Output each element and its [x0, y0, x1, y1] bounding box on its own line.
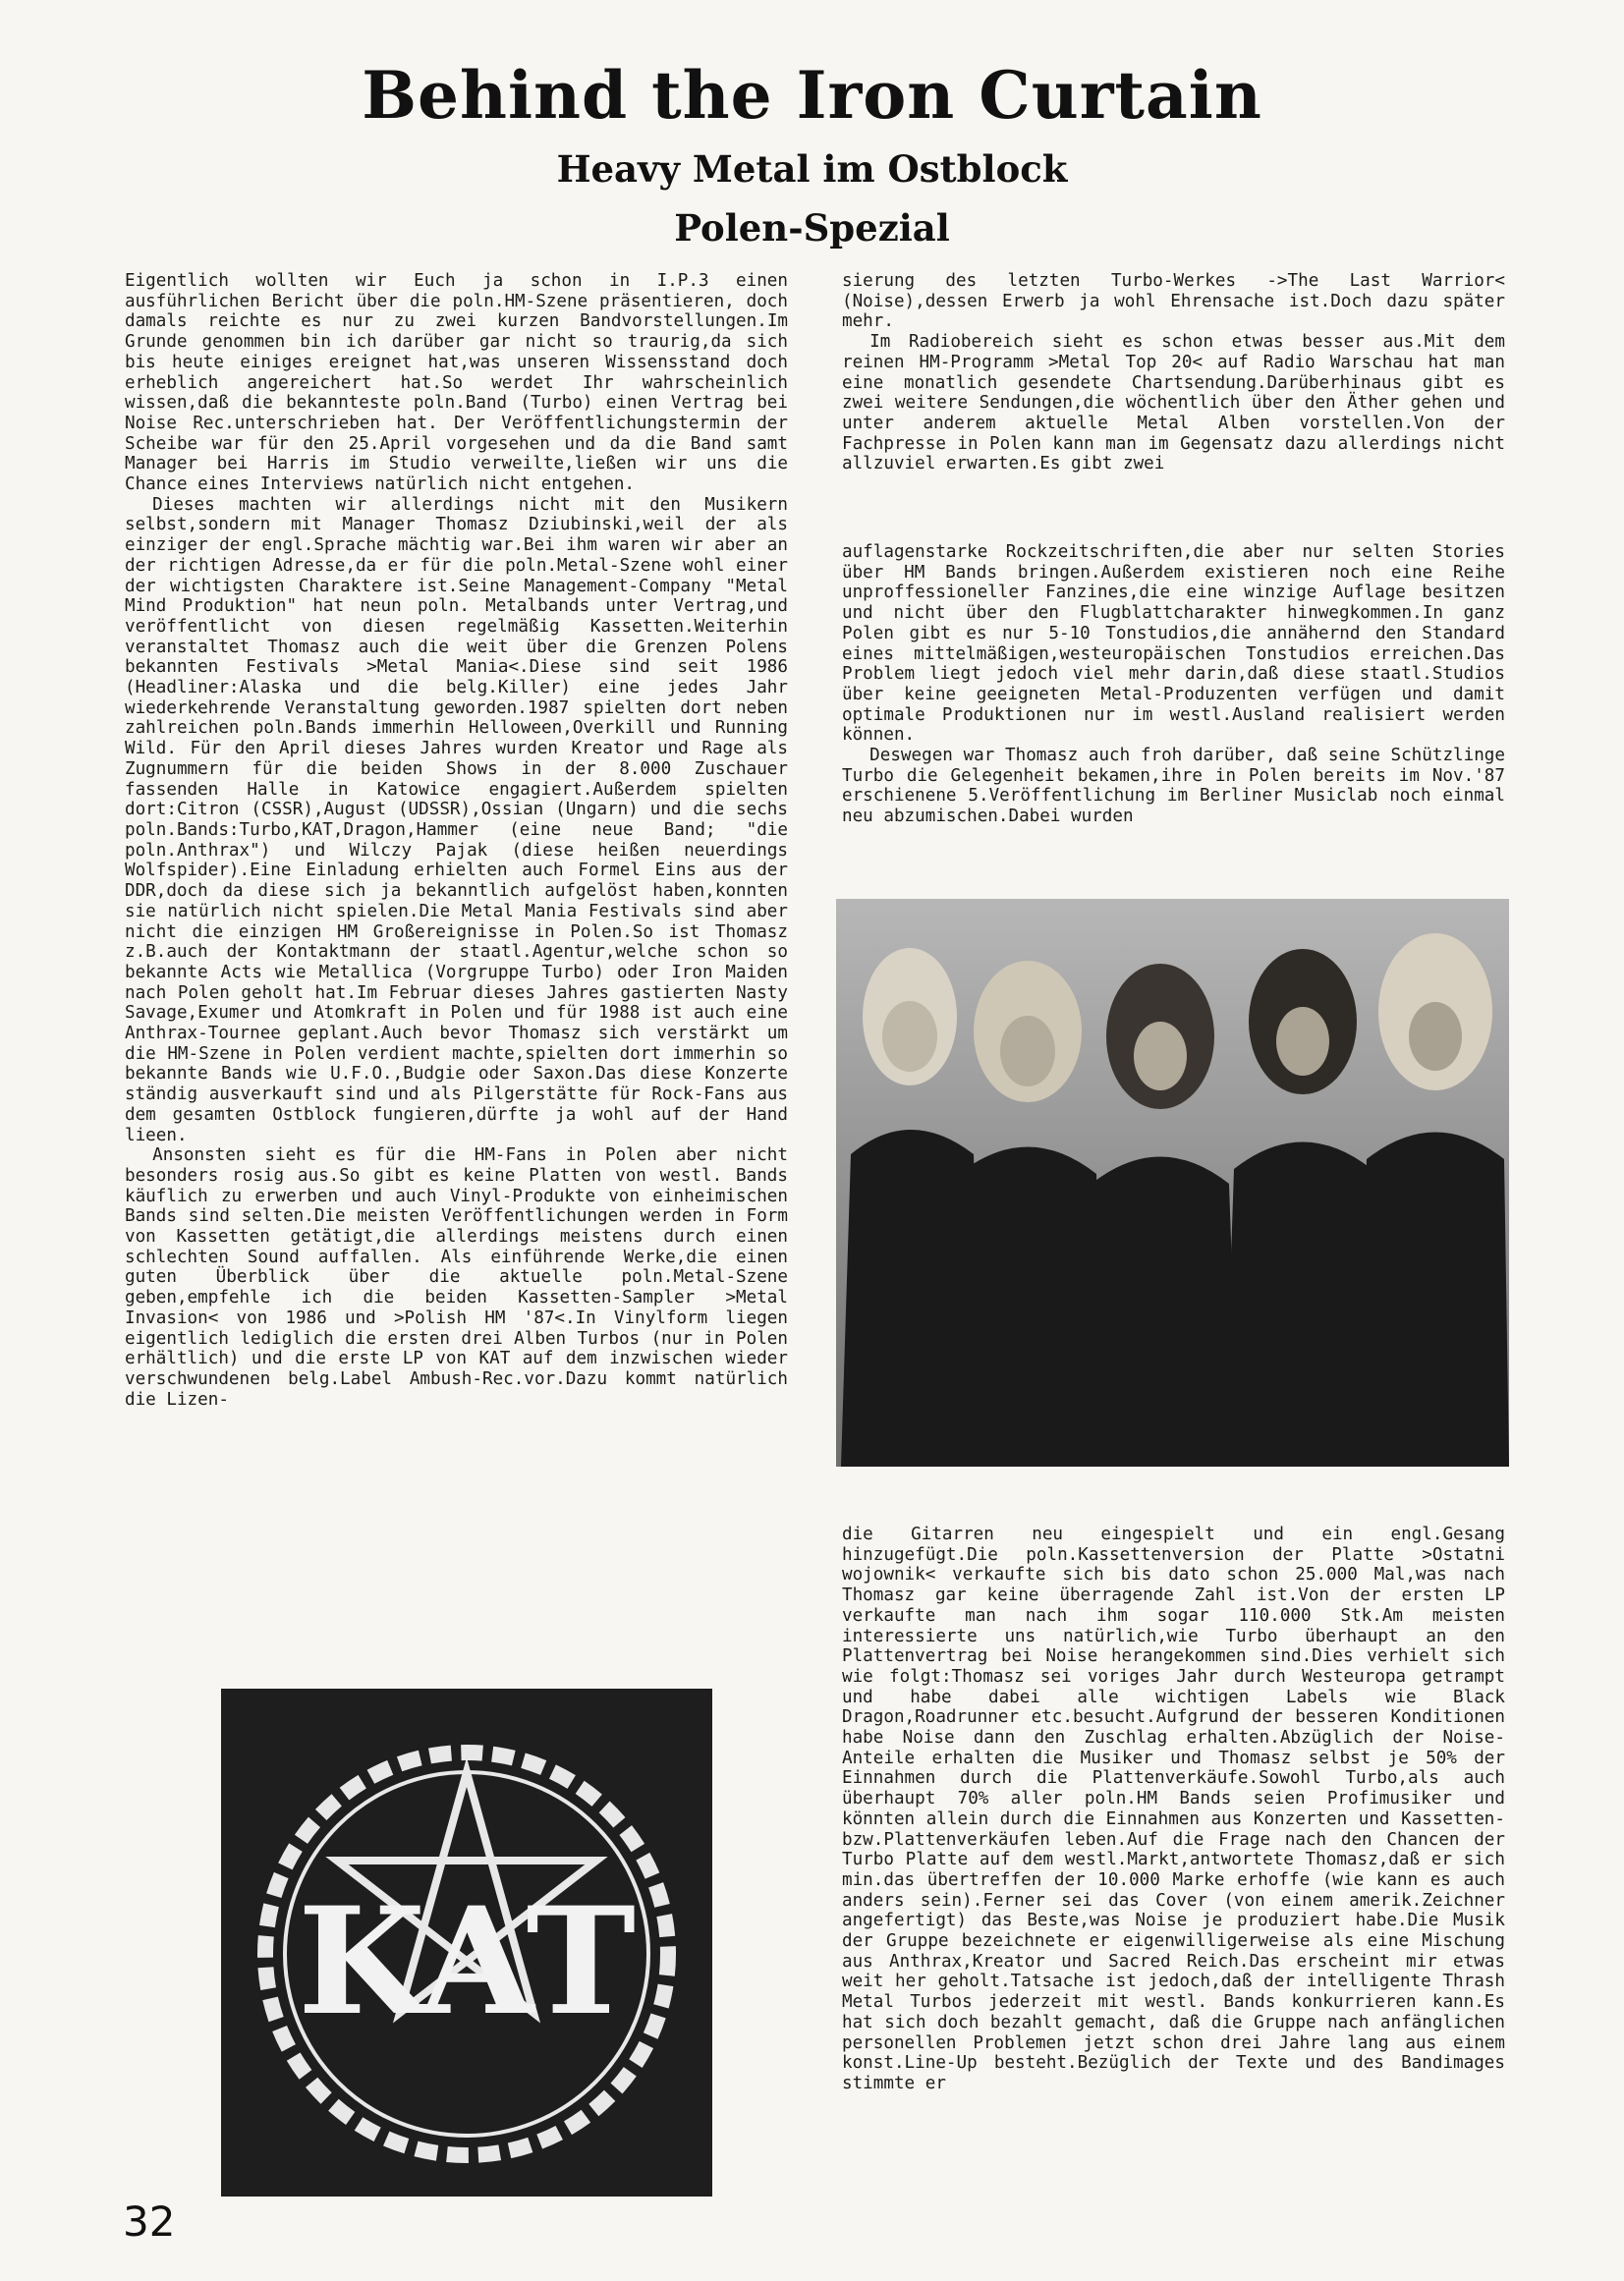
- paragraph: auflagenstarke Rockzeitschriften,die aber nur selten Stories über HM Bands bringen.Außerdem existieren noch eine Reihe unproffessioneller Fanzines,die eine winzige Auflage besitzen und nicht über den Flugblattcharakter hinwegkommen.In ganz Polen gibt es nur 5-10 Tonstudios,die annähernd den Standard eines mittelmäßigen,westeuropäischen Tonstudios erreichen.Das Problem liegt jedoch viel mehr darin,daß diese staatl.Studios über keine geeigneten Metal-Produzenten verfügen und damit optimale Produktionen nur im westl.Ausland realisiert werden können.: [842, 542, 1505, 746]
- article-subtitle: Heavy Metal im Ostblock: [556, 147, 1068, 191]
- kat-logo: [221, 1689, 712, 2197]
- paragraph: Ansonsten sieht es für die HM-Fans in Polen aber nicht besonders rosig aus.So gibt es keine Platten von westl. Bands käuflich zu erwerben und auch Vinyl-Produkte von einheimischen Bands sind selten.Die meisten Veröffentlichungen werden in Form von Kassetten getätigt,die allerdings meistens durch einen schlechten Sound auffallen. Als einführende Werke,die einen guten Überblick über die aktuelle poln.Metal-Szene geben,empfehle ich die beiden Kassetten-Sampler >Metal Invasion< von 1986 und >Polish HM '87<.In Vinylform liegen eigentlich lediglich die ersten drei Alben Turbos (nur in Polen erhältlich) und die erste LP von KAT auf dem inzwischen wieder verschwundenen belg.Label Ambush-Rec.vor.Dazu kommt natürlich die Lizen-: [125, 1145, 788, 1410]
- paragraph: Eigentlich wollten wir Euch ja schon in I.P.3 einen ausführlichen Bericht über die poln.HM-Szene präsentieren, doch damals reichte es nur zu zwei kurzen Bandvorstellungen.Im Grunde genommen bin ich darüber gar nicht so traurig,da sich bis heute einiges ereignet hat,was unseren Wissensstand doch erheblich angereichert hat.So werdet Ihr wahrscheinlich wissen,daß die bekannteste poln.Band (Turbo) einen Vertrag bei Noise Rec.unterschrieben hat. Der Veröffentlichungstermin der Scheibe war für den 25.April vorgesehen und da die Band samt Manager bei Harris im Studio verweilte,ließen wir uns die Chance eines Interviews natürlich nicht entgehen.: [125, 271, 788, 495]
- kat-logo-text: KAT: [297, 1875, 637, 2048]
- band-photo-image: [836, 899, 1509, 1467]
- paragraph: Deswegen war Thomasz auch froh darüber, daß seine Schützlinge Turbo die Gelegenheit bekamen,ihre in Polen bereits im Nov.'87 erschienene 5.Veröffentlichung im Berliner Musiclab noch einmal neu abzumischen.Dabei wurden: [842, 746, 1505, 827]
- paragraph: sierung des letzten Turbo-Werkes ->The Last Warrior< (Noise),dessen Erwerb ja wohl Ehrensache ist.Doch dazu später mehr.: [842, 271, 1505, 332]
- left-column: [125, 271, 788, 1410]
- right-column-middle: [842, 542, 1505, 827]
- page-number: 32: [123, 2198, 176, 2246]
- right-column-top: [842, 271, 1505, 474]
- paragraph: die Gitarren neu eingespielt und ein engl.Gesang hinzugefügt.Die poln.Kassettenversion der Platte >Ostatni wojownik< verkaufte sich bis dato schon 25.000 Mal,was nach Thomasz gar keine überragende Zahl ist.Von der ersten LP verkaufte man nach ihm sogar 110.000 Stk.Am meisten interessierte uns natürlich,wie Turbo überhaupt an den Plattenvertrag bei Noise herangekommen sind.Dies verhielt sich wie folgt:Thomasz sei voriges Jahr durch Westeuropa getrampt und habe dabei alle wichtigen Labels wie Black Dragon,Roadrunner etc.besucht.Aufgrund der besseren Konditionen habe Noise dann den Zuschlag erhalten.Abzüglich der Noise-Anteile erhalten die Musiker und Thomasz selbst je 50% der Einnahmen durch die Plattenverkäufe.Sowohl Turbo,als auch überhaupt 70% aller poln.HM Bands seien Profimusiker und könnten allein durch die Einnahmen aus Konzerten und Kassetten-bzw.Plattenverkäufen leben.Auf die Frage nach den Chancen der Turbo Platte auf dem westl.Markt,antwortete Thomasz,daß er sich min.das übertreffen der 10.000 Marke erhoffe (wie kann es auch anders sein).Ferner sei das Cover (von einem amerik.Zeichner angefertigt) das Beste,was Noise je produziert habe.Die Musik der Gruppe bezeichnete er eigenwilligerweise als eine Mischung aus Anthrax,Kreator und Sacred Reich.Das erscheint mir etwas weit her geholt.Tatsache ist jedoch,daß der intelligente Thrash Metal Turbos jederzeit mit westl. Bands konkurrieren kann.Es hat sich doch bezahlt gemacht, daß die Gruppe nach anfänglichen personellen Problemen jetzt schon drei Jahre lang aus einem konst.Line-Up besteht.Bezüglich der Texte und des Bandimages stimmte er: [842, 1525, 1505, 2093]
- paragraph: Im Radiobereich sieht es schon etwas besser aus.Mit dem reinen HM-Programm >Metal Top 20< auf Radio Warschau hat man eine monatlich gesendete Chartsendung.Darüberhinaus gibt es zwei weitere Sendungen,die wöchentlich über den Äther gehen und unter anderem aktuelle Metal Alben vorstellen.Von der Fachpresse in Polen kann man im Gegensatz dazu allerdings nicht allzuviel erwarten.Es gibt zwei: [842, 332, 1505, 474]
- right-column-bottom: [842, 1525, 1505, 2094]
- article-section: Polen-Spezial: [674, 206, 950, 250]
- article-title: Behind the Iron Curtain: [362, 57, 1262, 134]
- band-photo: [836, 899, 1509, 1467]
- kat-logo-graphic: [221, 1689, 712, 2197]
- paragraph: Dieses machten wir allerdings nicht mit den Musikern selbst,sondern mit Manager Thomasz Dziubinski,weil der als einziger der engl.Sprache mächtig war.Bei ihm waren wir aber an der richtigen Adresse,da er für die poln.Metal-Szene wohl einer der wichtigsten Charaktere ist.Seine Management-Company "Metal Mind Produktion" hat neun poln. Metalbands unter Vertrag,und veröffentlicht von diesen regelmäßig Kassetten.Weiterhin veranstaltet Thomasz auch die weit über die Grenzen Polens bekannten Festivals >Metal Mania<.Diese sind seit 1986 (Headliner:Alaska und die belg.Killer) eine jedes Jahr wiederkehrende Veranstaltung geworden.1987 spielten dort neben zahlreichen poln.Bands immerhin Helloween,Overkill und Running Wild. Für den April dieses Jahres wurden Kreator und Rage als Zugnummern für die beiden Shows in der 8.000 Zuschauer fassenden Halle in Katowice engagiert.Außerdem spielten dort:Citron (CSSR),August (UDSSR),Ossian (Ungarn) und die sechs poln.Bands:Turbo,KAT,Dragon,Hammer (eine neue Band; "die poln.Anthrax") und Wilczy Pajak (diese heißen neuerdings Wolfspider).Eine Einladung erhielten auch Formel Eins aus der DDR,doch da diese sich ja bekanntlich aufgelöst haben,konnten sie natürlich nicht spielen.Die Metal Mania Festivals sind aber nicht die einzigen HM Großereignisse in Polen.So ist Thomasz z.B.auch der Kontaktmann der staatl.Agentur,welche schon so bekannte Acts wie Metallica (Vorgruppe Turbo) oder Iron Maiden nach Polen geholt hat.Im Februar dieses Jahres gastierten Nasty Savage,Exumer und Atomkraft in Polen und für 1988 ist auch eine Anthrax-Tournee geplant.Auch bevor Thomasz sich verstärkt um die HM-Szene in Polen verdient machte,spielten dort immerhin so bekannte Bands wie U.F.O.,Budgie oder Saxon.Das diese Konzerte ständig ausverkauft sind und als Pilgerstätte für Rock-Fans aus dem gesamten Ostblock fungieren,dürfte ja wohl auf der Hand lieen.: [125, 494, 788, 1145]
